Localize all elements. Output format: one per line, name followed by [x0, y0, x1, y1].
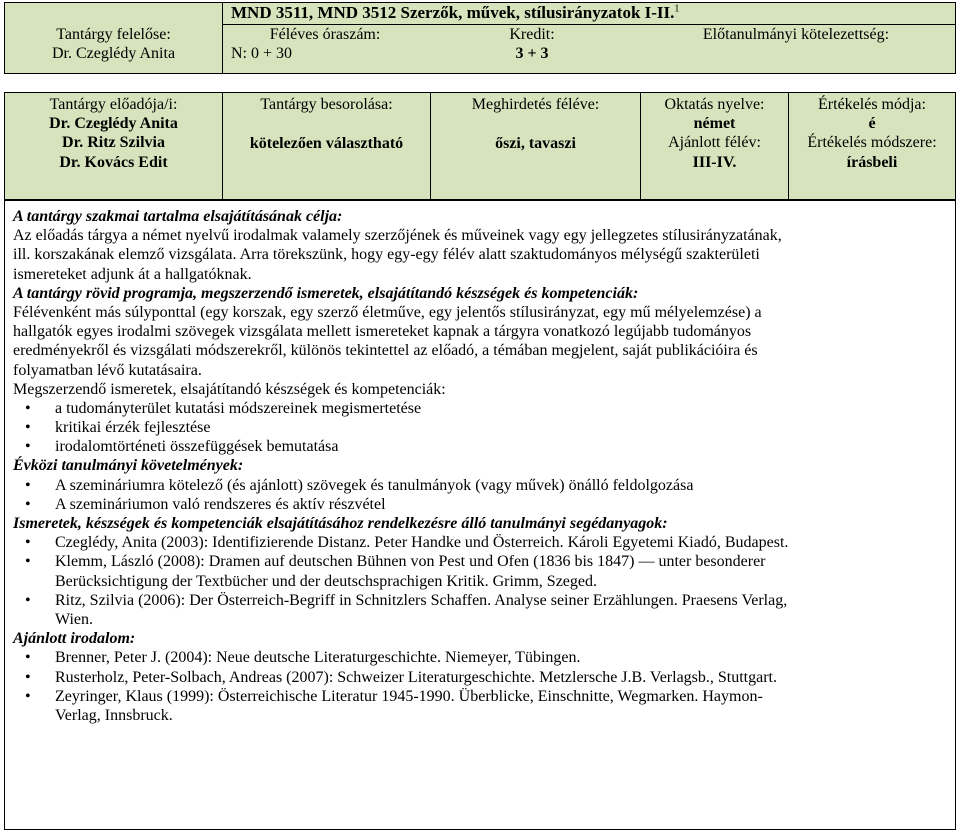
eloado-name: Dr. Czeglédy Anita — [49, 115, 178, 133]
kompetencia-label: Megszerzendő ismeretek, elsajátítandó készségek és kompetenciák: — [13, 380, 446, 398]
list-item: • kritikai érzék fejlesztése — [55, 418, 947, 437]
besorolas-value: kötelezően választható — [249, 135, 404, 153]
ertekeles-modszer-value: írásbeli — [846, 153, 898, 171]
ertekeles-mod-label: Értékelés módja: — [818, 96, 926, 113]
program-line: folyamatban lévő kutatásaira. — [13, 361, 202, 379]
list-item — [55, 552, 947, 590]
meghirdetes-label: Meghirdetés féléve: — [471, 96, 600, 113]
eloado-name: Dr. Kovács Edit — [59, 153, 168, 171]
elotanulmanyi-label: Előtanulmányi kötelezettség: — [702, 26, 890, 43]
ajanlott-felev-label: Ajánlott félév: — [668, 134, 761, 152]
felelos-cell — [5, 3, 223, 73]
program-line: eredményekről és vizsgálati módszerekről, különös tekintettel az előadó, a témában megjelent, saját publikációira és — [13, 342, 758, 360]
eloado-label: Tantárgy előadója/i: — [49, 96, 178, 113]
kovetelmeny-heading: Évközi tanulmányi követelmények: — [13, 457, 244, 475]
nyelv-value: német — [693, 115, 736, 133]
oraszam-label: Féléves óraszám: — [269, 26, 381, 43]
list-item — [55, 533, 947, 552]
nyelv-label: Oktatás nyelve: — [664, 96, 765, 113]
course-title: MND 3511, MND 3512 Szerzők, művek, stílusirányzatok I-II. — [231, 3, 675, 22]
besorolas-label: Tantárgy besorolása: — [260, 96, 393, 113]
program-line: Félévenként más súlyponttal (egy korszak, egy szerző életműve, egy jelentős stílusirányzat, egy mű mélyelemzése) a — [13, 303, 762, 321]
reference-line: • Brenner, Peter J. (2004): Neue deutsche Literaturgeschichte. Niemeyer, Tübingen. — [55, 649, 581, 667]
cel-heading: A tantárgy szakmai tartalma elsajátításának célja: — [13, 208, 343, 225]
list-item — [55, 648, 947, 667]
felelos-name: Dr. Czeglédy Anita — [51, 45, 176, 63]
content-section — [4, 200, 956, 830]
kompetencia-list — [13, 399, 947, 457]
course-title-cell — [223, 3, 955, 25]
nyelv-cell — [641, 93, 789, 199]
cel-line: Az előadás tárgya a német nyelvű irodalmak valamely szerzőjének és műveinek vagy egy jellegzetes stílusirányzatának, — [13, 227, 782, 245]
irodalom-list — [13, 648, 947, 725]
eloado-name: Dr. Ritz Szilvia — [62, 134, 165, 152]
segedanyag-list — [13, 533, 947, 629]
kredit-value: 3 + 3 — [515, 45, 549, 63]
reference-line: • Zeyringer, Klaus (1999): Österreichische Literatur 1945-1990. Überblicke, Einschnitte, Wegmarken. Haymon- — [55, 687, 763, 705]
header-row — [4, 2, 956, 74]
meghirdetes-value: őszi, tavaszi — [495, 135, 576, 153]
list-item — [55, 687, 947, 725]
kredit-cell — [427, 25, 637, 73]
list-item — [55, 591, 947, 629]
footnote-mark: 1 — [674, 3, 680, 15]
ertekeles-cell — [789, 93, 955, 199]
reference-line: • Rusterholz, Peter-Solbach, Andreas (2007): Schweizer Literaturgeschichte. Metzlersche J.B. Verlagsb., Stuttgart. — [55, 668, 777, 686]
list-item — [55, 668, 947, 687]
oraszam-value: N: 0 + 30 — [231, 45, 293, 63]
cel-line: ismereteket adjunk át a hallgatóknak. — [13, 265, 252, 283]
ertekeles-modszer-label: Értékelés módszere: — [807, 134, 937, 152]
list-item: • irodalomtörténeti összefüggések bemutatása — [55, 437, 947, 456]
cel-line: ill. korszakának elemző vizsgálata. Arra törekszünk, hogy egy-egy félév alatt szaktudományos mélységű szakterületi — [13, 246, 760, 264]
list-item: • A szemináriumra kötelező (és ajánlott) szövegek és tanulmányok (vagy művek) önálló feldolgozása — [55, 476, 947, 495]
eloado-cell — [5, 93, 223, 199]
info-row — [4, 92, 956, 200]
oraszam-cell — [223, 25, 427, 73]
reference-line: • Ritz, Szilvia (2006): Der Österreich-Begriff in Schnitzlers Schaffen. Analyse seiner Erzählungen. Praesens Verlag, — [55, 591, 788, 609]
besorolas-cell — [223, 93, 431, 199]
list-item: • a tudományterület kutatási módszereinek megismertetése — [55, 399, 947, 418]
meghirdetes-cell — [431, 93, 641, 199]
program-heading: A tantárgy rövid programja, megszerzendő ismeretek, elsajátítandó készségek és kompetenciák: — [13, 284, 639, 302]
ajanlott-felev-value: III-IV. — [692, 153, 737, 171]
reference-line: Wien. — [55, 610, 94, 628]
list-item: • A szemináriumon való rendszeres és aktív részvétel — [55, 495, 947, 514]
kovetelmeny-list — [13, 476, 947, 514]
ertekeles-mod-value: é — [868, 115, 876, 133]
program-line: hallgatók egyes irodalmi szövegek vizsgálata mellett ismereteket kapnak a tárgyra vonatkozó legújabb tudományos — [13, 323, 752, 341]
felelos-label: Tantárgy felelőse: — [56, 26, 171, 43]
kredit-label: Kredit: — [509, 26, 555, 43]
elotanulmanyi-cell — [637, 25, 955, 73]
header-right — [223, 3, 955, 73]
reference-line: Verlag, Innsbruck. — [55, 706, 173, 724]
reference-line: Berücksichtigung der Textbücher und der deutschsprachigen Kritik. Grimm, Szeged. — [55, 572, 597, 590]
irodalom-heading: Ajánlott irodalom: — [13, 630, 136, 648]
segedanyag-heading: Ismeretek, készségek és kompetenciák elsajátításához rendelkezésre álló tanulmányi segédanyagok: — [13, 515, 668, 532]
reference-line: • Klemm, László (2008): Dramen auf deutschen Bühnen von Pest und Ofen (1836 bis 1847) — unter besonderer — [55, 553, 766, 571]
reference-line: • Czeglédy, Anita (2003): Identifizierende Distanz. Peter Handke und Österreich. Károli Egyetemi Kiadó, Budapest. — [55, 534, 789, 552]
